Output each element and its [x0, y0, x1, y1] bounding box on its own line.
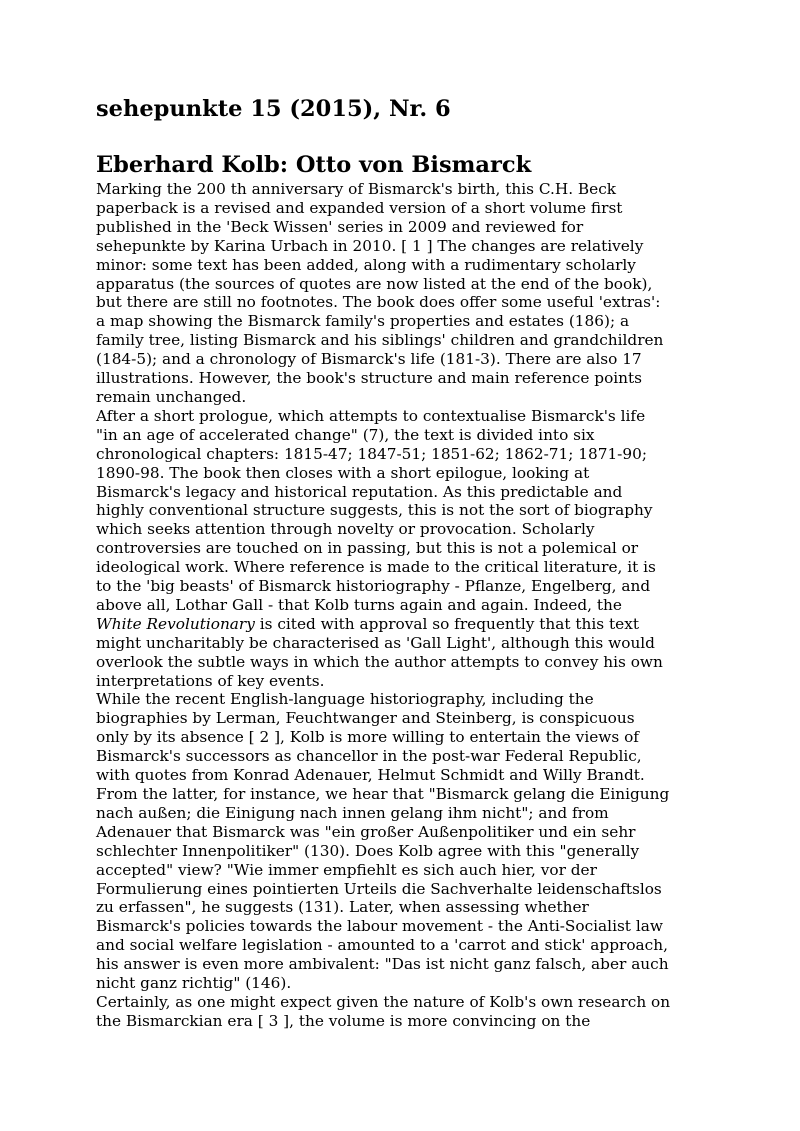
- text-line: nach außen; die Einigung nach innen gelang ihm nicht"; and from: [96, 803, 609, 822]
- text-line: Bismarck's successors as chancellor in the post-war Federal Republic,: [96, 747, 642, 766]
- text-line: [96, 615, 706, 634]
- text-line: (184-5); and a chronology of Bismarck's life (181-3). There are also 17: [96, 350, 642, 369]
- text-line: accepted" view? "Wie immer empfiehlt es sich auch hier, vor der: [96, 860, 597, 879]
- text-line: to the 'big beasts' of Bismarck historiography - Pflanze, Engelberg, and: [96, 577, 651, 596]
- text-line: remain unchanged.: [96, 387, 247, 406]
- text-line: apparatus (the sources of quotes are now listed at the end of the book),: [96, 274, 653, 293]
- text-line: might uncharitably be characterised as 'Gall Light', although this would: [96, 633, 655, 652]
- text-line: ideological work. Where reference is made to the critical literature, it is: [96, 558, 656, 577]
- text-line: highly conventional structure suggests, this is not the sort of biography: [96, 501, 653, 520]
- text-line: illustrations. However, the book's structure and main reference points: [96, 369, 643, 388]
- text-line: sehepunkte by Karina Urbach in 2010. [ 1 ] The changes are relatively: [96, 236, 644, 255]
- text-line: Marking the 200 th anniversary of Bismarck's birth, this C.H. Beck: [96, 180, 617, 198]
- text-line: published in the 'Beck Wissen' series in 2009 and reviewed for: [96, 217, 584, 236]
- text-line: minor: some text has been added, along with a rudimentary scholarly: [96, 255, 636, 274]
- text-line: paperback is a revised and expanded version of a short volume first: [96, 198, 623, 217]
- text-line: with quotes from Konrad Adenauer, Helmut Schmidt and Willy Brandt.: [96, 766, 645, 785]
- text-line: schlechter Innenpolitiker" (130). Does Kolb agree with this "generally: [96, 841, 640, 860]
- text-line: a map showing the Bismarck family's properties and estates (186); a: [96, 312, 630, 331]
- text-line: Certainly, as one might expect given the nature of Kolb's own research on: [96, 992, 671, 1011]
- text-line: but there are still no footnotes. The book does offer some useful 'extras':: [96, 293, 661, 312]
- journal-heading: sehepunkte 15 (2015), Nr. 6: [96, 96, 451, 122]
- text-line: While the recent English-language historiography, including the: [96, 690, 594, 709]
- text-line: controversies are touched on in passing, but this is not a polemical or: [96, 539, 639, 558]
- text-line: family tree, listing Bismarck and his siblings' children and grandchildren: [96, 331, 664, 350]
- text-line: above all, Lothar Gall - that Kolb turns again and again. Indeed, the: [96, 595, 622, 614]
- text-line: only by its absence [ 2 ], Kolb is more willing to entertain the views of: [96, 728, 639, 747]
- text-line: which seeks attention through novelty or provocation. Scholarly: [96, 520, 595, 539]
- text-line: zu erfassen", he suggests (131). Later, when assessing whether: [96, 898, 589, 917]
- text-line: Adenauer that Bismarck was "ein großer Außenpolitiker und ein sehr: [96, 822, 636, 841]
- text-line: his answer is even more ambivalent: "Das ist nicht ganz falsch, aber auch: [96, 955, 669, 974]
- text-line: the Bismarckian era [ 3 ], the volume is more convincing on the: [96, 1011, 591, 1030]
- text-line: "in an age of accelerated change" (7), the text is divided into six: [96, 425, 595, 444]
- text-line: Formulierung eines pointierten Urteils die Sachverhalte leidenschaftslos: [96, 879, 662, 898]
- text-line: nicht ganz richtig" (146).: [96, 974, 292, 993]
- text-line: From the latter, for instance, we hear that "Bismarck gelang die Einigung: [96, 785, 670, 803]
- text-line: overlook the subtle ways in which the author attempts to convey his own: [96, 652, 663, 671]
- text-line: 1890-98. The book then closes with a short epilogue, looking at: [96, 463, 590, 482]
- text-line: Bismarck's legacy and historical reputation. As this predictable and: [96, 482, 623, 501]
- text-line: chronological chapters: 1815-47; 1847-51; 1851-62; 1862-71; 1871-90;: [96, 444, 647, 463]
- text-line: Bismarck's policies towards the labour movement - the Anti-Socialist law: [96, 917, 663, 936]
- document-page: [96, 94, 706, 1031]
- review-body: [96, 180, 706, 1031]
- text-line: and social welfare legislation - amounted to a 'carrot and stick' approach,: [96, 936, 668, 955]
- text-line-rest: is cited with approval so frequently that this text: [254, 614, 639, 633]
- text-line: biographies by Lerman, Feuchtwanger and Steinberg, is conspicuous: [96, 709, 635, 728]
- book-title-italic: White Revolutionary: [96, 614, 255, 633]
- text-line: After a short prologue, which attempts to contextualise Bismarck's life: [96, 406, 646, 425]
- article-title: Eberhard Kolb: Otto von Bismarck: [96, 152, 532, 178]
- text-line: interpretations of key events.: [96, 671, 325, 690]
